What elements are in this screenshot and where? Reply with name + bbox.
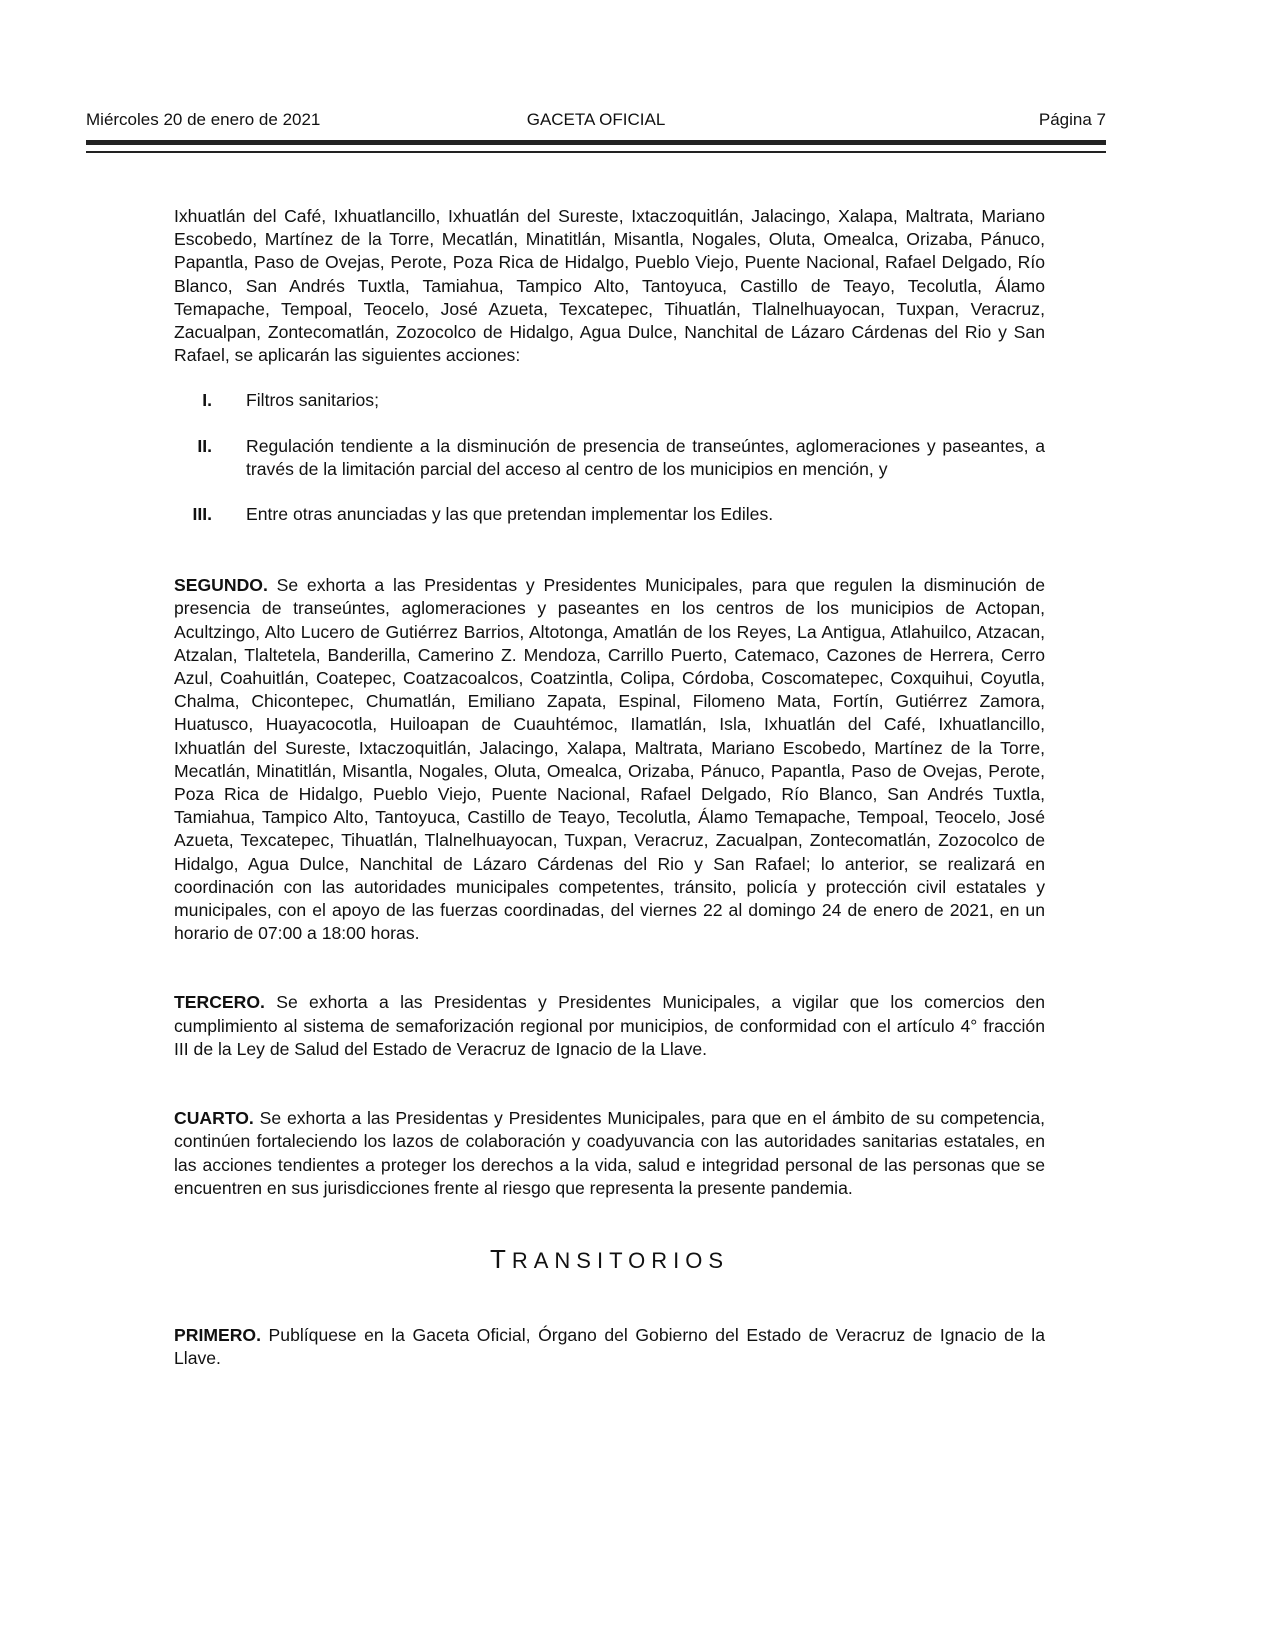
section-tercero bbox=[174, 991, 1045, 1061]
header-page-number: Página 7 bbox=[1038, 110, 1106, 129]
intro-paragraph: Ixhuatlán del Café, Ixhuatlancillo, Ixhuatlán del Sureste, Ixtaczoquitlán, Jalacingo, Xalapa, Maltrata, Mariano Escobedo, Martínez de la Torre, Mecatlán, Minatitlán, Misantla, Nogales, Oluta, Omealca, Orizaba, Pánuco, Papantla, Paso de Ovejas, Perote, Poza Rica de Hidalgo, Pueblo Viejo, Puente Nacional, Rafael Delgado, Río Blanco, San Andrés Tuxtla, Tamiahua, Tampico Alto, Tantoyuca, Castillo de Teayo, Tecolutla, Álamo Temapache, Tempoal, Teocelo, José Azueta, Texcatepec, Tihuatlán, Tlalnelhuayocan, Tuxpan, Veracruz, Zacualpan, Zontecomatlán, Zozocolco de Hidalgo, Agua Dulce, Nanchital de Lázaro Cárdenas del Rio y San Rafael, se aplicarán las siguientes acciones: bbox=[174, 206, 1045, 366]
action-numeral: III. bbox=[192, 504, 212, 525]
action-text: Entre otras anunciadas y las que pretendan implementar los Ediles. bbox=[246, 504, 774, 525]
section-segundo-text: Se exhorta a las Presidentas y Presidentes Municipales, para que regulen la disminución de presencia de transeúntes, aglomeraciones y paseantes en los centros de los municipios de Actopan, Acultzingo, Alto Lucero de Gutiérrez Barrios, Altotonga, Amatlán de los Reyes, La Antigua, Atlahuilco, Atzacan, Atzalan, Tlaltetela, Banderilla, Camerino Z. Mendoza, Carrillo Puerto, Catemaco, Cazones de Herrera, Cerro Azul, Coahuitlán, Coatepec, Coatzacoalcos, Coatzintla, Colipa, Córdoba, Coscomatepec, Coxquihui, Coyutla, Chalma, Chicontepec, Chumatlán, Emiliano Zapata, Espinal, Filomeno Mata, Fortín, Gutiérrez Zamora, Huatusco, Huayacocotla, Huiloapan de Cuauhtémoc, Ilamatlán, Isla, Ixhuatlán del Café, Ixhuatlancillo, Ixhuatlán del Sureste, Ixtaczoquitlán, Jalacingo, Xalapa, Maltrata, Mariano Escobedo, Martínez de la Torre, Mecatlán, Minatitlán, Misantla, Nogales, Oluta, Omealca, Orizaba, Pánuco, Papantla, Paso de Ovejas, Perote, Poza Rica de Hidalgo, Pueblo Viejo, Puente Nacional, Rafael Delgado, Río Blanco, San Andrés Tuxtla, Tamiahua, Tampico Alto, Tantoyuca, Castillo de Teayo, Tecolutla, Álamo Temapache, Tempoal, Teocelo, José Azueta, Texcatepec, Tihuatlán, Tlalnelhuayocan, Tuxpan, Veracruz, Zacualpan, Zontecomatlán, Zozocolco de Hidalgo, Agua Dulce, Nanchital de Lázaro Cárdenas del Rio y San Rafael; lo anterior, se realizará en coordinación con las autoridades municipales competentes, tránsito, policía y protección civil estatales y municipales, con el apoyo de las fuerzas coordinadas, del viernes 22 al domingo 24 de enero de 2021, en un horario de 07:00 a 18:00 horas. bbox=[174, 575, 1045, 944]
action-item bbox=[174, 389, 1045, 412]
header-rule-thin bbox=[86, 151, 1106, 153]
section-cuarto bbox=[174, 1107, 1045, 1200]
section-tercero-lead: TERCERO. bbox=[174, 992, 265, 1013]
action-numeral: II. bbox=[197, 435, 212, 456]
action-numeral: I. bbox=[202, 390, 212, 411]
header-rule-thick bbox=[86, 140, 1106, 145]
page-header bbox=[86, 108, 1106, 132]
transitorio-primero-lead: PRIMERO. bbox=[174, 1324, 261, 1345]
section-cuarto-text: Se exhorta a las Presidentas y Presidentes Municipales, para que en el ámbito de su competencia, continúen fortaleciendo los lazos de colaboración y coadyuvancia con las autoridades sanitarias estatales, en las acciones tendientes a proteger los derechos a la vida, salud e integridad personal de las personas que se encuentren en sus jurisdicciones frente al riesgo que representa la presente pandemia. bbox=[174, 1108, 1045, 1198]
transitorios-heading bbox=[174, 1244, 1045, 1276]
transitorios-heading-rest: RANSITORIOS bbox=[511, 1247, 730, 1273]
actions-list bbox=[174, 389, 1045, 526]
section-tercero-text: Se exhorta a las Presidentas y Presidentes Municipales, a vigilar que los comercios den cumplimiento al sistema de semaforización regional por municipios, de conformidad con el artículo 4° fracción III de la Ley de Salud del Estado de Veracruz de Ignacio de la Llave. bbox=[174, 992, 1045, 1059]
action-item bbox=[174, 435, 1045, 481]
transitorios-heading-initial: T bbox=[489, 1243, 512, 1274]
action-text: Regulación tendiente a la disminución de presencia de transeúntes, aglomeraciones y paseantes, a través de la limitación parcial del acceso al centro de los municipios en mención, y bbox=[246, 435, 1045, 479]
action-item bbox=[174, 503, 1045, 526]
header-date: Miércoles 20 de enero de 2021 bbox=[86, 110, 321, 129]
header-publication-title: GACETA OFICIAL bbox=[526, 110, 666, 129]
section-segundo bbox=[174, 574, 1045, 945]
document-body bbox=[174, 205, 1045, 1370]
section-cuarto-lead: CUARTO. bbox=[174, 1108, 254, 1129]
transitorio-primero-text: Publíquese en la Gaceta Oficial, Órgano del Gobierno del Estado de Veracruz de Ignacio de la Llave. bbox=[174, 1324, 1045, 1369]
action-text: Filtros sanitarios; bbox=[246, 390, 379, 411]
section-segundo-lead: SEGUNDO. bbox=[174, 575, 268, 596]
transitorio-primero bbox=[174, 1324, 1045, 1370]
